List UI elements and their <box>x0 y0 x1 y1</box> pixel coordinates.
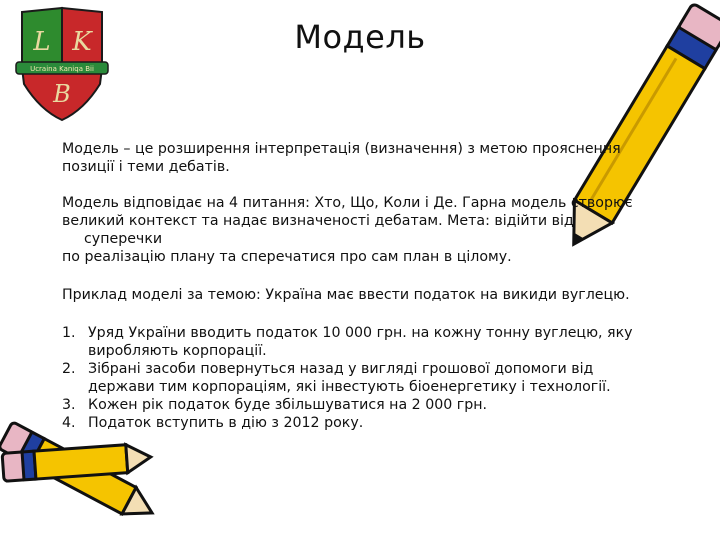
purpose-line-2: суперечки <box>84 231 163 247</box>
crossed-pencils-icon <box>0 418 160 540</box>
list-item: 4. Податок вступить в дію з 2012 року. <box>62 415 364 431</box>
logo-letter-left: L <box>33 27 51 57</box>
slide-body <box>62 140 662 432</box>
logo-letter-right: K <box>72 27 92 57</box>
list-item: 2. Зібрані засоби повернуться назад у вигляді грошової допомоги від держави тим корпораціям, які інвестують біоенергетику і технології. <box>62 361 611 395</box>
list-item: 3. Кожен рік податок буде збільшуватися на 2 000 грн. <box>62 397 488 413</box>
purpose-line-1: Модель відповідає на 4 питання: Хто, Що, Коли і Де. Гарна модель створює великий контекст та надає визначеності дебатам. Мета: відійти від <box>62 195 633 229</box>
page-title: Модель <box>294 18 426 56</box>
purpose-paragraph <box>62 194 662 266</box>
definition-paragraph: Модель – це розширення інтерпретація (визначення) з метою прояснення позиції і теми дебатів. <box>62 141 621 175</box>
logo-banner-text: Ucraina Kaniqa Bii <box>30 65 94 73</box>
list-item: 1. Уряд України вводить податок 10 000 грн. на кожну тонну вуглецю, яку виробляють корпорації. <box>62 325 633 359</box>
example-paragraph: Приклад моделі за темою: Україна має ввести податок на викиди вуглецю. <box>62 287 630 303</box>
logo-letter-bottom: B <box>53 80 71 108</box>
model-list <box>62 324 662 432</box>
purpose-line-3: по реалізацію плану та сперечатися про сам план в цілому. <box>62 249 512 265</box>
